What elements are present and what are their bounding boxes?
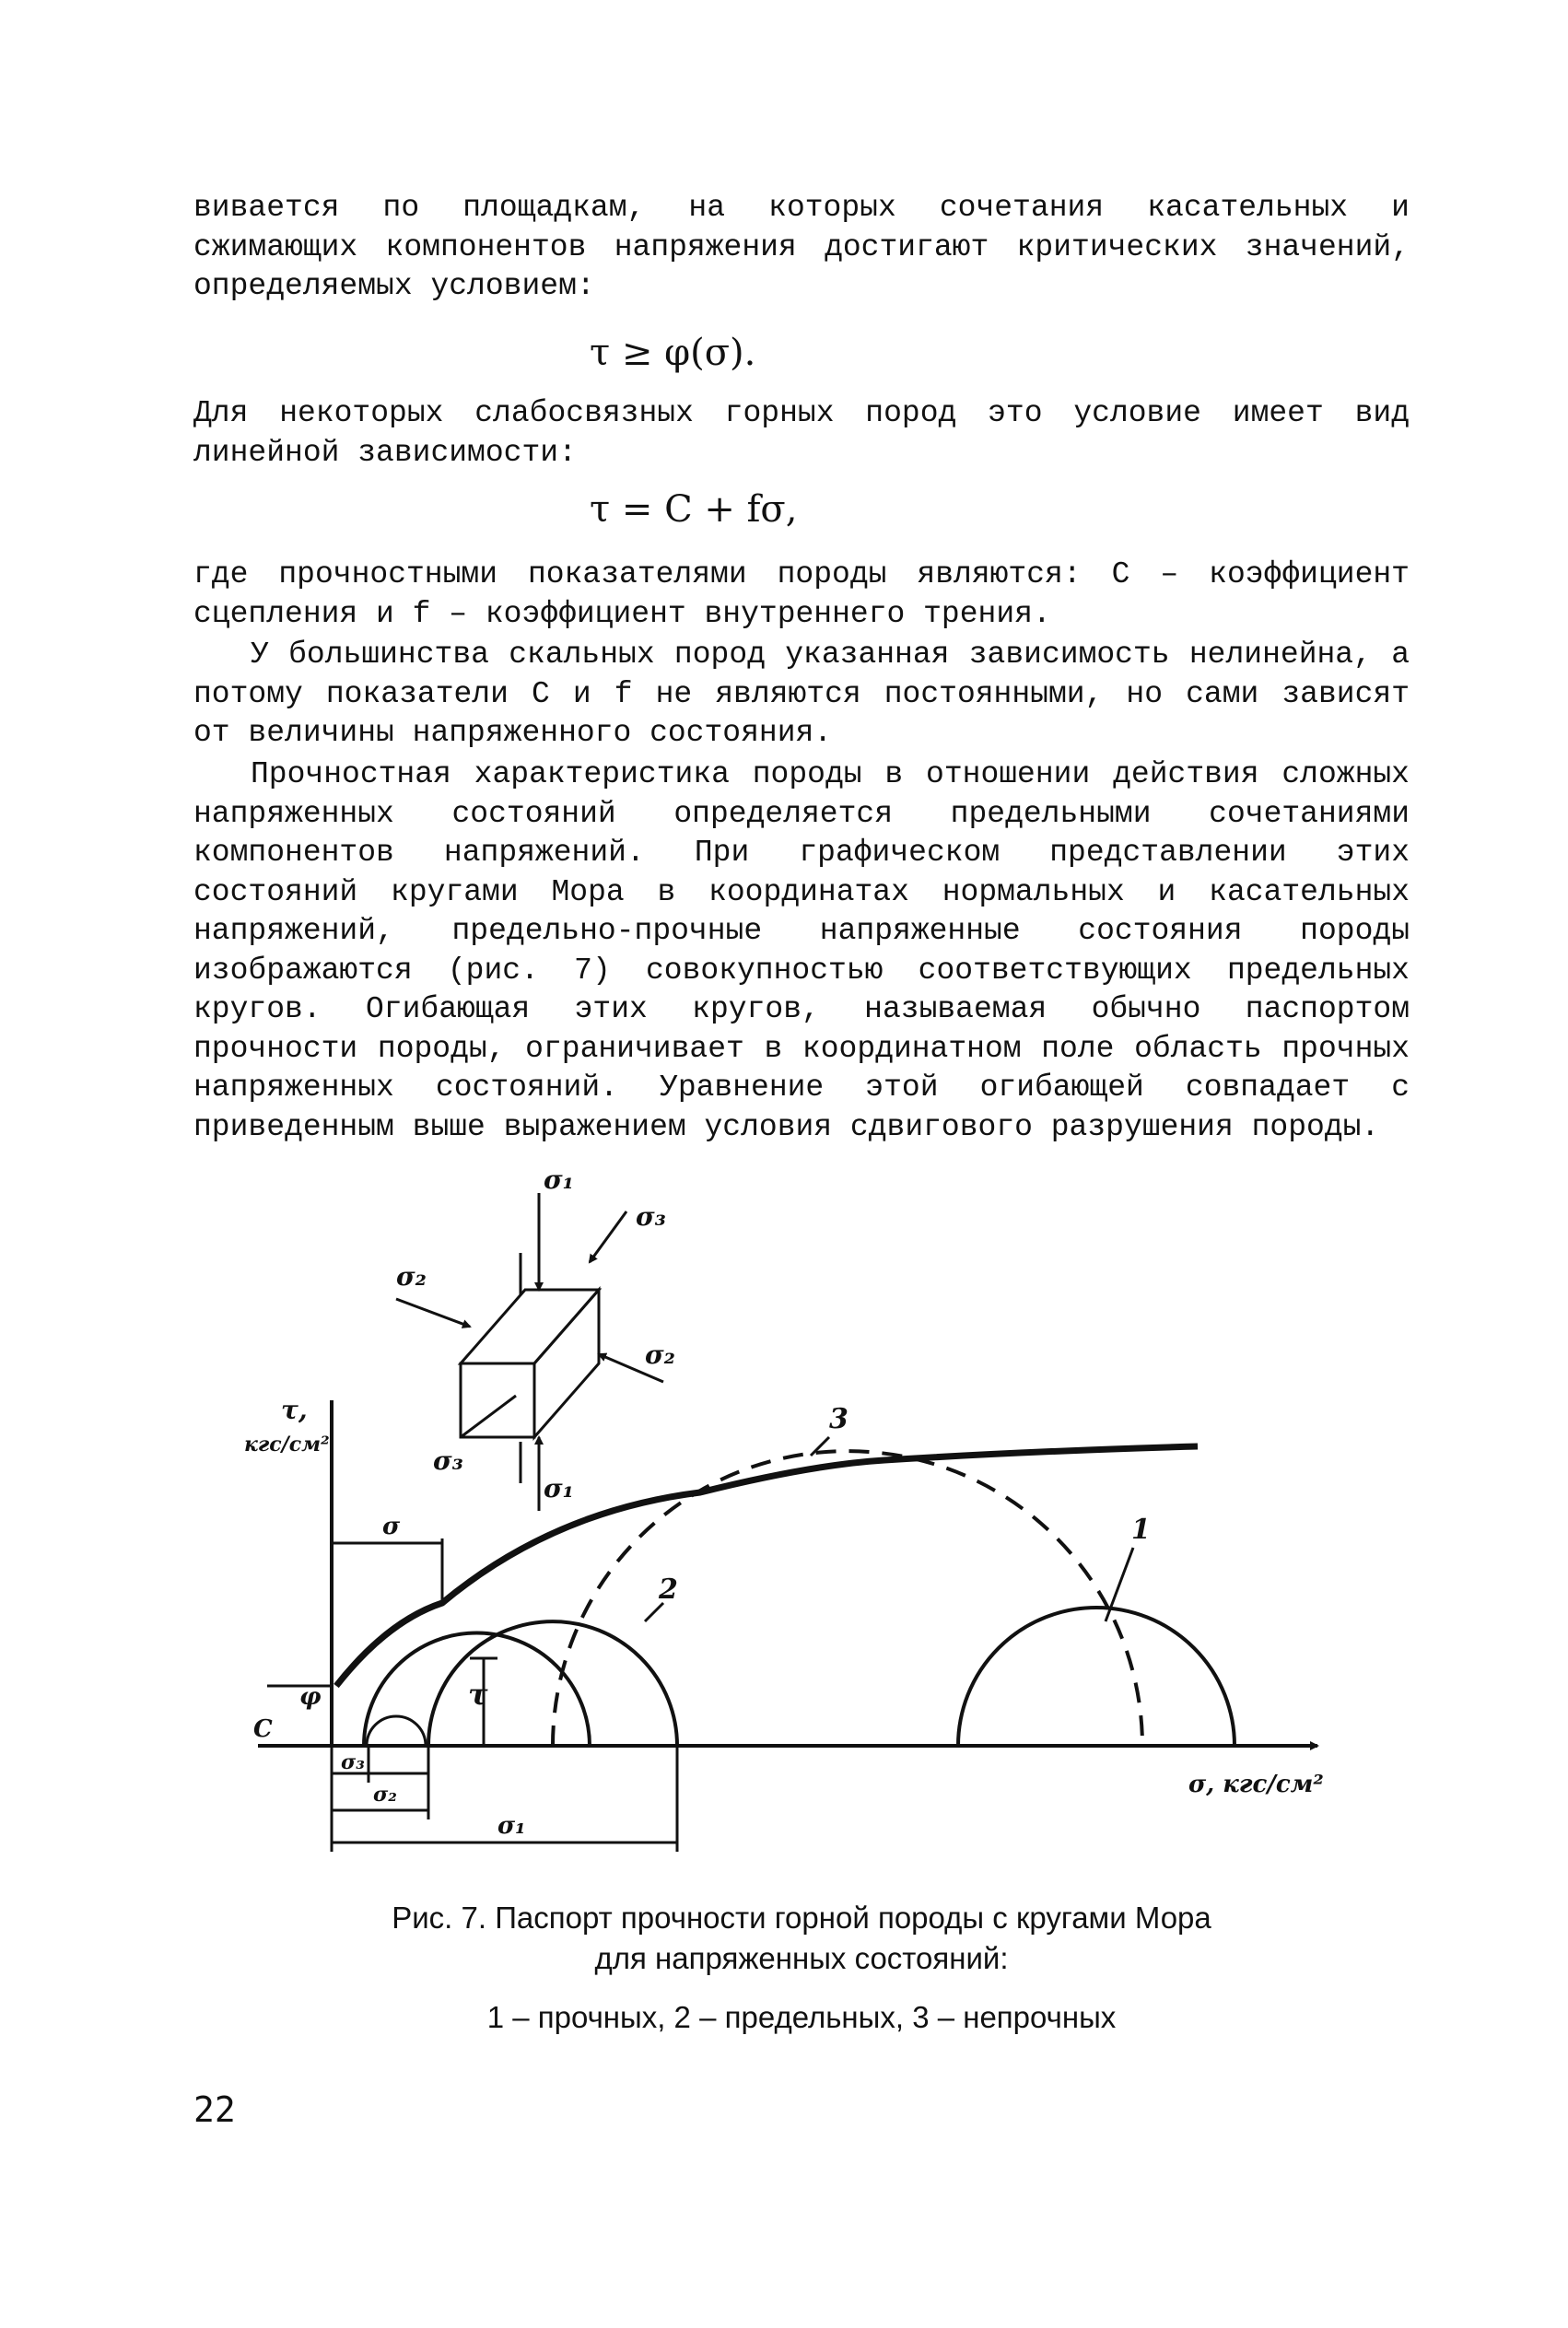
page-number: 22 bbox=[193, 2089, 236, 2130]
c-label: C bbox=[253, 1715, 273, 1743]
curve-1-label: 1 bbox=[1131, 1514, 1151, 1546]
sigma1-dim-label: σ₁ bbox=[497, 1812, 526, 1840]
sigma1-top-label: σ₁ bbox=[544, 1164, 574, 1195]
circle-1-strong bbox=[958, 1608, 1235, 1746]
curve-3-label: 3 bbox=[829, 1403, 848, 1435]
figure-caption-line-1: Рис. 7. Паспорт прочности горной породы с кругами Мора bbox=[392, 1901, 1211, 1935]
formula-1: τ ≥ φ(σ). bbox=[590, 332, 756, 374]
curve-2-label: 2 bbox=[659, 1573, 678, 1606]
tau-label: τ bbox=[468, 1677, 488, 1712]
sigma-label: σ bbox=[382, 1513, 401, 1540]
x-axis-label: σ, кгс/см² bbox=[1188, 1771, 1324, 1798]
sigma2-dim-label: σ₂ bbox=[373, 1783, 397, 1807]
figure-caption-line-2: для напряженных состояний: bbox=[594, 1941, 1009, 1975]
y-axis-units: кгс/см² bbox=[244, 1433, 330, 1456]
sigma3-top-label: σ₃ bbox=[636, 1201, 666, 1232]
paragraph-2: Для некоторых слабосвязных горных пород это условие имеет вид линейной зависимости: bbox=[193, 396, 1410, 470]
figure-caption-legend: 1 – прочных, 2 – предельных, 3 – непрочных bbox=[486, 2000, 1117, 2034]
axes bbox=[258, 1400, 1317, 1746]
sigma1-bottom-label: σ₁ bbox=[544, 1473, 574, 1503]
paragraph-1: вивается по площадкам, на которых сочетания касательных и сжимающих компонентов напряжения достигают критических значений, определяемых условием: bbox=[193, 191, 1410, 303]
circle-small bbox=[367, 1716, 426, 1746]
phi-label: φ bbox=[299, 1683, 322, 1711]
formula-2: τ = C + fσ, bbox=[590, 488, 798, 531]
sigma2-right-label: σ₂ bbox=[645, 1339, 675, 1370]
sigma3-dim-label: σ₃ bbox=[341, 1750, 365, 1774]
circle-3-dashed bbox=[553, 1451, 1142, 1746]
paragraph-5: Прочностная характеристика породы в отношении действия сложных напряженных состояний определяется предельными сочетаниями компонентов напряжений. При графическом представлении этих состояний кругами Мора в координатах нормальных и касательных напряжений, предельно-прочные напряженные состояния породы изображаются (рис. 7) совокупностью соответствующих предельных кругов. Огибающая этих кругов, называемая обычно паспортом прочности породы, ограничивает в координатном поле область прочных напряженных состояний. Уравнение этой огибающей совпадает с приведенным выше выражением условия сдвигового разрушения породы. bbox=[193, 757, 1410, 1144]
sigma2-left-label: σ₂ bbox=[396, 1261, 427, 1292]
paragraph-4: У большинства скальных пород указанная зависимость нелинейна, а потому показатели C и f не являются постоянными, но сами зависят от величины напряженного состояния. bbox=[193, 638, 1410, 750]
y-axis-label: τ, bbox=[281, 1395, 308, 1425]
paragraph-3: где прочностными показателями породы являются: C – коэффициент сцепления и f – коэффициент внутреннего трения. bbox=[193, 557, 1410, 631]
strength-envelope bbox=[336, 1446, 1198, 1686]
sigma3-bottom-label: σ₃ bbox=[433, 1445, 463, 1476]
